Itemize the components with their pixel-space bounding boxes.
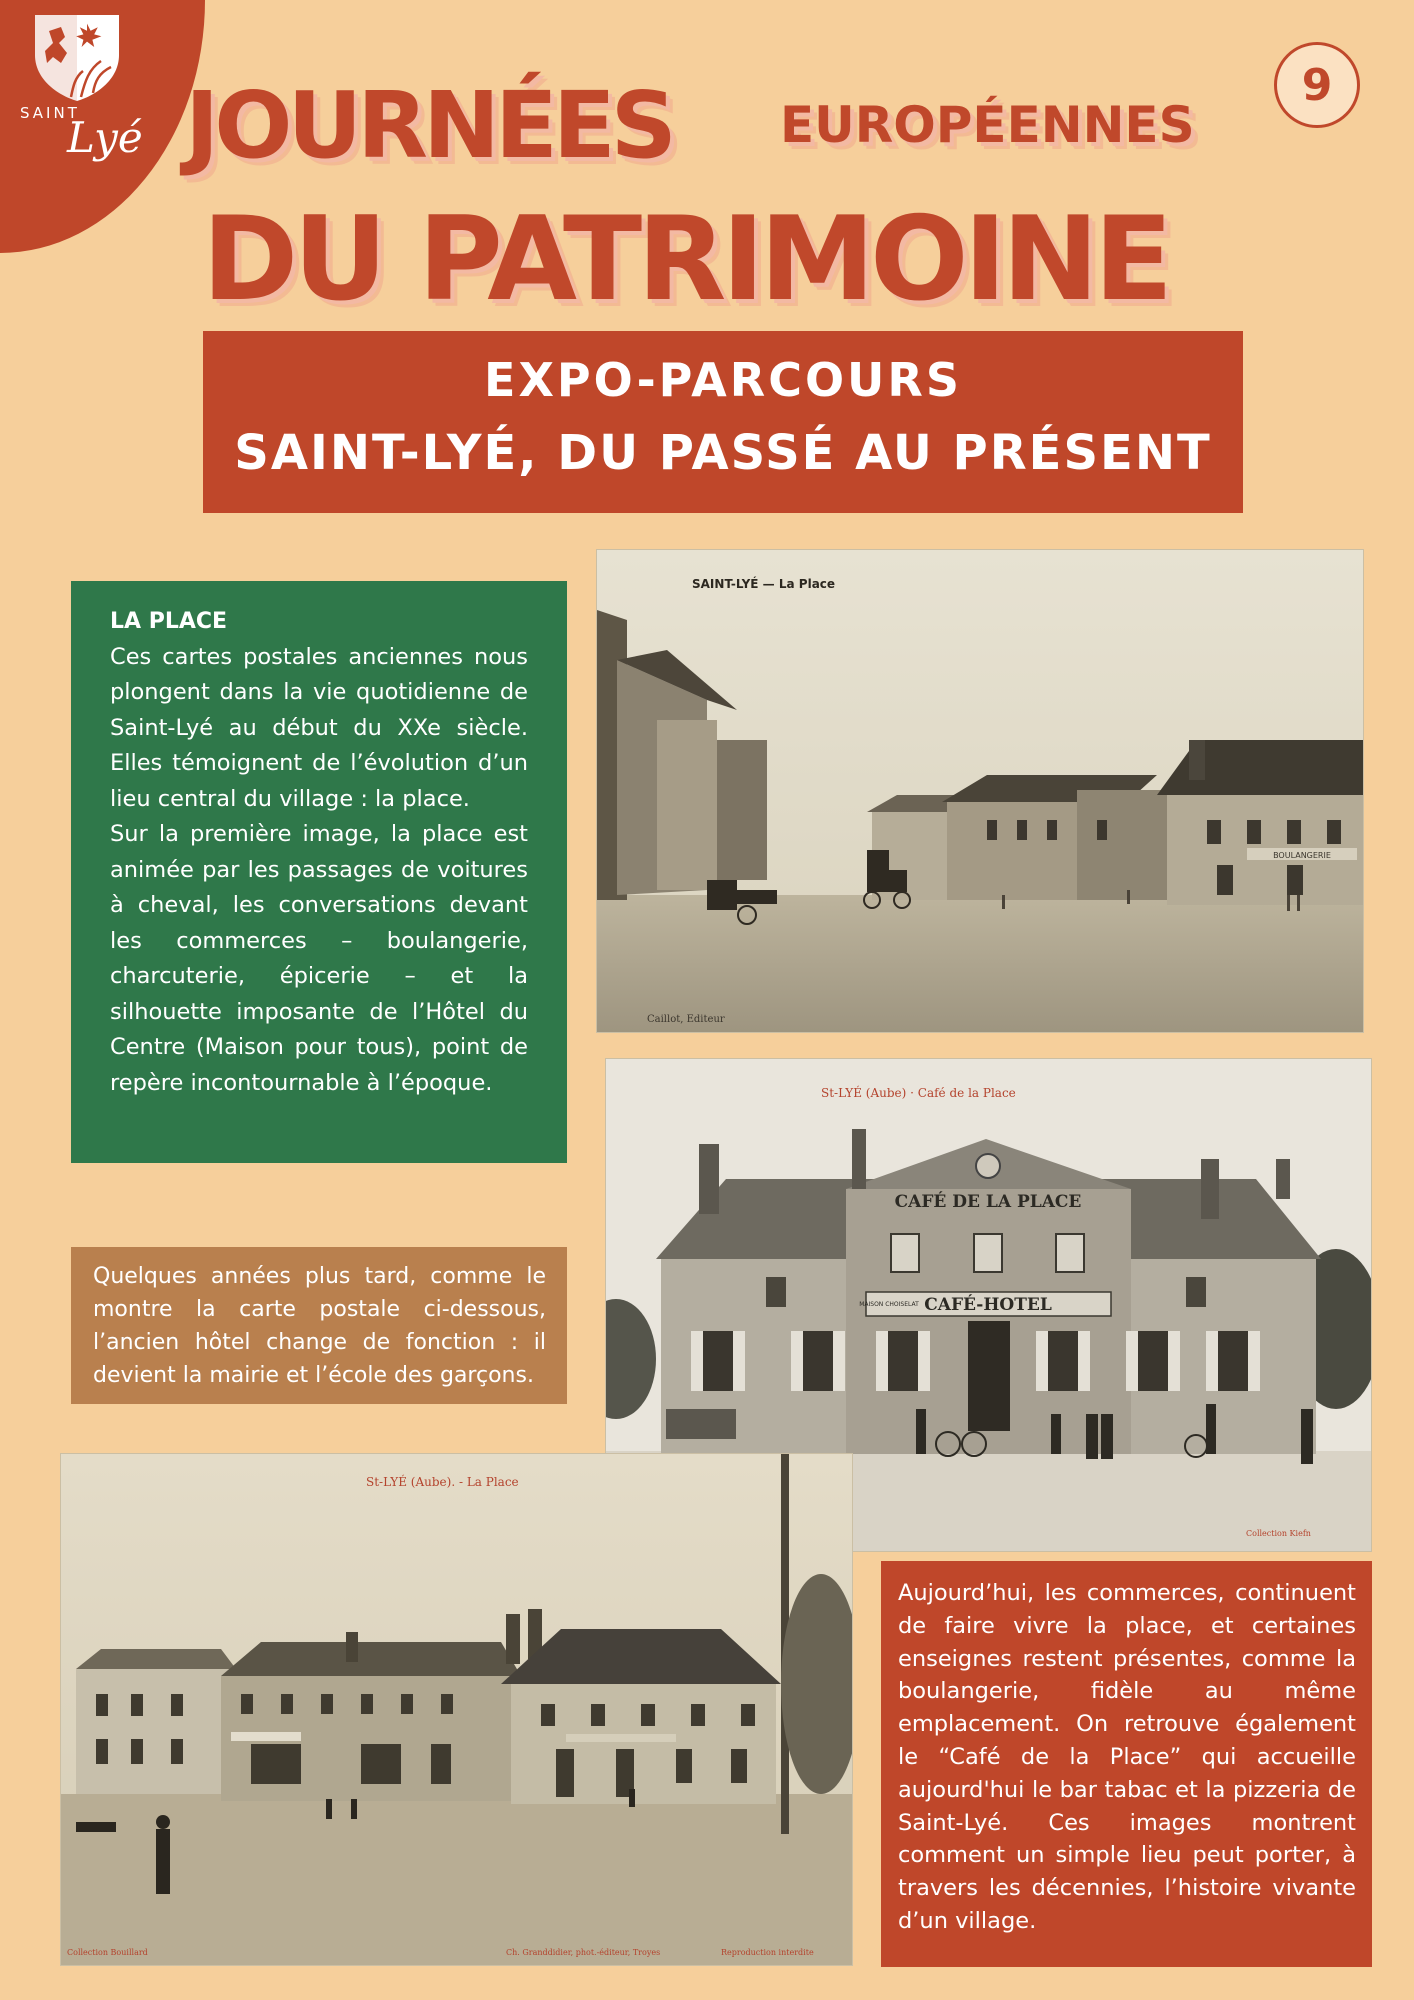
la-place-heading: LA PLACE xyxy=(110,609,228,634)
photo1-editor: Caillot, Editeur xyxy=(647,1014,725,1025)
la-place-text-box xyxy=(71,581,567,1163)
photo2-caption: St-LYÉ (Aube) · Café de la Place xyxy=(821,1086,1016,1100)
aujourdhui-text-box xyxy=(881,1561,1372,1967)
coat-of-arms-icon xyxy=(31,11,123,103)
banner-line-expo-parcours: EXPO-PARCOURS xyxy=(484,353,962,407)
photo3-editor: Ch. Granddidier, phot.-éditeur, Troyes xyxy=(506,1948,661,1957)
photo2-collection: Collection Kiefn xyxy=(1246,1529,1311,1538)
photo1-caption: SAINT-LYÉ — La Place xyxy=(692,577,836,591)
subtitle-banner xyxy=(203,331,1243,513)
logo-saint-text: SAINT xyxy=(20,104,80,122)
hotel-change-paragraph: Quelques années plus tard, comme le montre la carte postale ci-dessous, l’ancien hôtel change de fonction : il devient la mairie et l’école des garçons. xyxy=(93,1264,546,1388)
photo3-caption: St-LYÉ (Aube). - La Place xyxy=(366,1475,519,1489)
photo3-collection: Collection Bouillard xyxy=(67,1948,148,1957)
logo-lye-text: Lyé xyxy=(67,113,143,162)
postcard-la-place-1 xyxy=(596,549,1364,1033)
la-place-paragraph-2: Sur la première image, la place est animée par les passages de voitures à cheval, les conversations devant les commerces – boulangerie, charcuterie, épicerie – et la silhouette imposante de l’Hôtel du Centre (Maison pour tous), point de repère incontournable à l’époque. xyxy=(110,821,528,1096)
hotel-change-text-box xyxy=(71,1247,567,1404)
banner-line-du-passe-au-present: SAINT-LYÉ, DU PASSÉ AU PRÉSENT xyxy=(234,425,1212,481)
aujourdhui-paragraph: Aujourd’hui, les commerces, continuent de faire vivre la place, et certaines enseignes restent présentes, comme la boulangerie, fidèle au même emplacement. On retrouve également le “Café de la Place” qui accueille aujourd'hui le bar tabac et la pizzeria de Saint-Lyé. Ces images montrent comment un simple lieu peut porter, à travers les décennies, l’histoire vivante d’un village. xyxy=(898,1580,1356,1934)
photo3-rights: Reproduction interdite xyxy=(721,1948,814,1957)
title-du-patrimoine: DU PATRIMOINE xyxy=(202,192,1169,327)
cafe-de-la-place-facade-sign: CAFÉ DE LA PLACE xyxy=(894,1192,1082,1212)
page-number-badge: 9 xyxy=(1274,42,1360,128)
title-journees: JOURNÉES xyxy=(185,72,672,179)
postcard-la-place-2 xyxy=(60,1453,853,1966)
cafe-hotel-sign: CAFÉ-HOTEL xyxy=(924,1295,1052,1315)
boulangerie-sign-text: BOULANGERIE xyxy=(1273,851,1331,860)
la-place-paragraph-1: Ces cartes postales anciennes nous plongent dans la vie quotidienne de Saint-Lyé au début du XXe siècle. Elles témoignent de l’évolution d’un lieu central du village : la place. xyxy=(110,643,528,812)
maison-choiselat-sign: MAISON CHOISELAT xyxy=(859,1301,919,1308)
title-europeennes: EUROPÉENNES xyxy=(780,96,1195,154)
